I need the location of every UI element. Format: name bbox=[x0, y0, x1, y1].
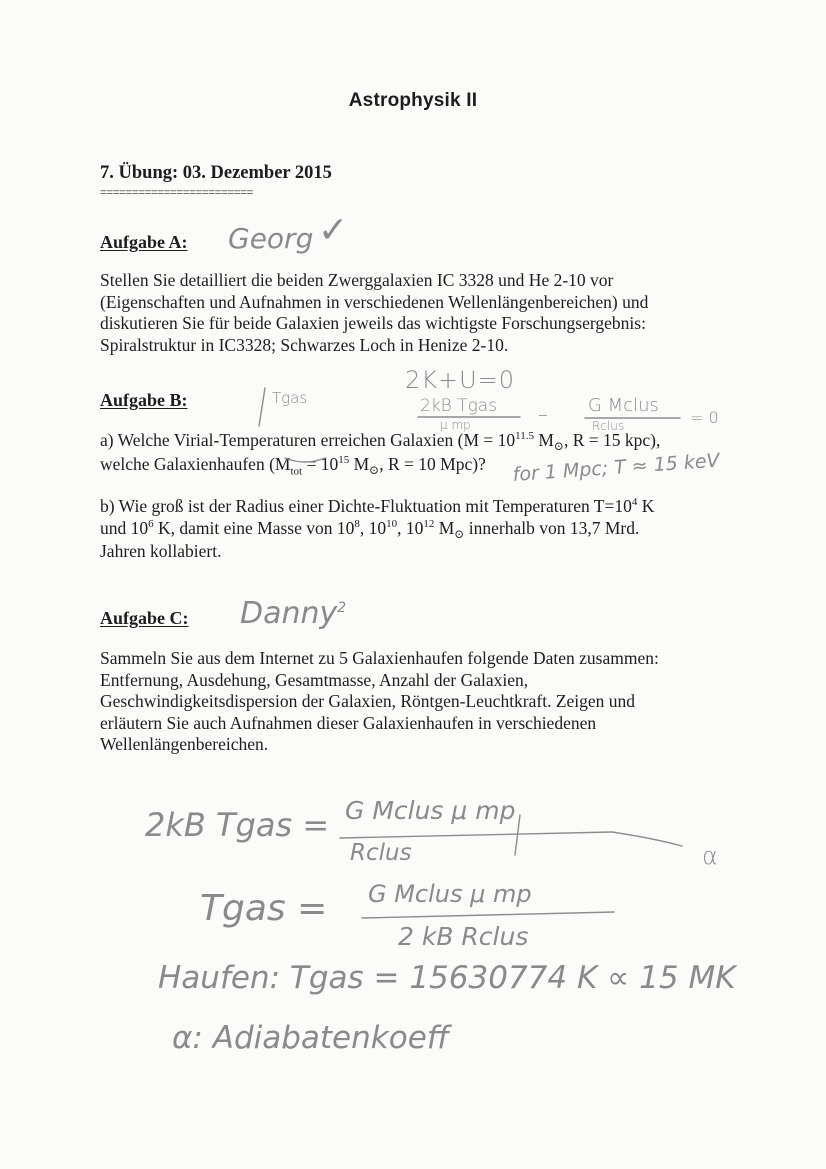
handwritten-note-b: for 1 Mpc; T ≈ 15 keV bbox=[512, 449, 721, 486]
slash-stroke bbox=[259, 388, 265, 426]
handwritten-minus: – bbox=[538, 402, 548, 426]
handwritten-eq2-lhs: Tgas = bbox=[200, 888, 328, 929]
fraction-bar bbox=[362, 912, 614, 918]
handwritten-eq2-numerator: G Mclus μ mp bbox=[368, 880, 532, 908]
handwritten-virial-theorem: 2K+U=0 bbox=[405, 366, 516, 394]
task-b-b-line1: b) Wie groß ist der Radius einer Dichte-Fluktuation mit Temperaturen $T=10^4$ K bbox=[100, 496, 655, 516]
handwritten-eq-zero: = 0 bbox=[690, 408, 719, 427]
handwritten-eq3: Haufen: Tgas = 15630774 K ∝ 15 MK bbox=[158, 960, 736, 996]
task-b-a-line2: welche Galaxienhaufen ($M_{tot} = 10^{15}$ $M_⊙$, R = 10 Mpc)? bbox=[100, 453, 486, 477]
handwritten-alpha-mark: α bbox=[702, 842, 718, 870]
brace-stroke bbox=[285, 458, 325, 462]
checkmark-icon: ✓ bbox=[318, 210, 349, 251]
task-c-line: Entfernung, Ausdehung, Gesamtmasse, Anzahl der Galaxien, bbox=[100, 669, 529, 690]
handwritten-eq2-denominator: 2 kB Rclus bbox=[398, 922, 529, 951]
task-b-b-line3: Jahren kollabiert. bbox=[100, 541, 222, 561]
task-a-heading: Aufgabe A: bbox=[100, 232, 188, 252]
handwritten-eq-numerator: 2kB Tgas bbox=[420, 396, 498, 416]
task-c-heading: Aufgabe C: bbox=[100, 608, 189, 628]
fraction-bar-tail bbox=[612, 832, 682, 846]
heading-rule: ======================== bbox=[100, 185, 253, 199]
sheet-heading: 7. Übung: 03. Dezember 2015 bbox=[100, 163, 332, 183]
handwritten-eq1-lhs: 2kB Tgas = bbox=[145, 806, 330, 844]
task-c-line: Sammeln Sie aus dem Internet zu 5 Galaxienhaufen folgende Daten zusammen: bbox=[100, 648, 659, 668]
task-b-heading: Aufgabe B: bbox=[100, 390, 188, 410]
task-a-line: Spiralstruktur in IC3328; Schwarzes Loch in Henize 2-10. bbox=[100, 334, 509, 355]
slash-stroke bbox=[515, 815, 520, 855]
handwritten-eq-rhs-numerator: G Mclus bbox=[588, 395, 659, 416]
handwritten-eq-rhs-denominator: Rclus bbox=[592, 419, 625, 433]
handwritten-eq4: α: Adiabatenkoeff bbox=[172, 1020, 450, 1056]
task-c-line: Wellenlängenbereichen. bbox=[100, 734, 269, 754]
page-title: Astrophysik II bbox=[348, 90, 478, 111]
handwritten-name-danny: Danny$^2$ bbox=[240, 596, 347, 631]
handwritten-eq-denominator: μ mp bbox=[440, 418, 471, 432]
handwritten-name-georg: Georg bbox=[228, 222, 314, 255]
handwritten-tgas: Tgas bbox=[272, 389, 308, 407]
handwritten-eq1-denominator: Rclus bbox=[350, 840, 412, 866]
task-b-b-line2: und $10^6$ K, damit eine Masse von $10^8$, $10^{10}$, $10^{12}$ $M_⊙$ innerhalb von 13,7 Mrd. bbox=[100, 517, 640, 541]
task-a-line: (Eigenschaften und Aufnahmen in verschiedenen Wellenlängenbereichen) und bbox=[100, 291, 649, 312]
task-c-line: erläutern Sie auch Aufnahmen dieser Galaxienhaufen in verschiedenen bbox=[100, 712, 597, 733]
task-a-line: diskutieren Sie für beide Galaxien jeweils das wichtigste Forschungsergebnis: bbox=[100, 313, 646, 333]
fraction-bar bbox=[340, 832, 612, 838]
task-a-line: Stellen Sie detailliert die beiden Zwerggalaxien IC 3328 und He 2-10 vor bbox=[100, 270, 614, 290]
task-c-line: Geschwindigkeitsdispersion der Galaxien, Röntgen-Leuchtkraft. Zeigen und bbox=[100, 691, 636, 711]
handwritten-eq1-numerator: G Mclus μ mp bbox=[345, 796, 516, 825]
task-b-a-line1: a) Welche Virial-Temperaturen erreichen Galaxien ($M = 10^{11.5}$ $M_⊙$, R = 15 kpc), bbox=[100, 430, 661, 453]
